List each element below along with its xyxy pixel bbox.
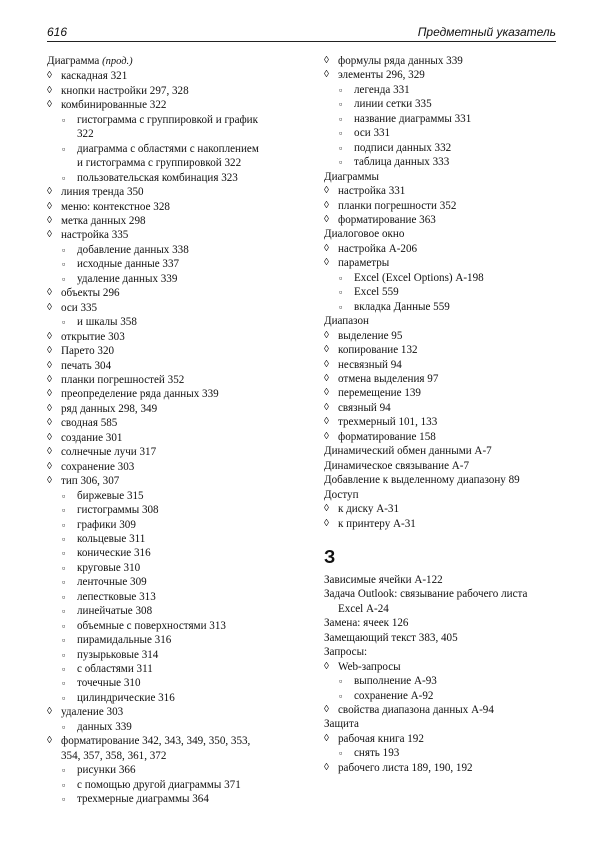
diamond-bullet-icon: ◊	[324, 329, 329, 341]
diamond-bullet-icon: ◊	[324, 503, 329, 515]
square-bullet-icon: ▫	[339, 287, 343, 298]
entry-text: меню: контекстное 328	[61, 200, 170, 213]
square-bullet-icon: ▫	[62, 505, 66, 516]
entry-text: лепестковые 313	[77, 590, 156, 603]
index-entry	[47, 359, 312, 373]
entry-text: ряд данных 298, 349	[61, 402, 158, 415]
index-entry	[47, 243, 312, 257]
diamond-bullet-icon: ◊	[47, 373, 52, 385]
index-entry	[324, 358, 589, 372]
entry-text: Замена: ячеек 126	[324, 617, 409, 630]
diamond-bullet-icon: ◊	[47, 446, 52, 458]
index-entry	[47, 705, 312, 719]
index-entry	[324, 112, 589, 126]
index-entry	[324, 271, 589, 285]
entry-text: Диаграмма	[47, 55, 103, 67]
entry-text: Зависимые ячейки А-122	[324, 573, 443, 586]
entry-text: создание 301	[61, 431, 123, 444]
index-entry	[47, 720, 312, 734]
square-bullet-icon: ▫	[62, 577, 66, 588]
index-entry	[47, 142, 312, 156]
index-heading	[47, 54, 312, 69]
index-entry	[47, 518, 312, 532]
index-entry	[47, 387, 312, 401]
square-bullet-icon: ▫	[339, 690, 343, 701]
diamond-bullet-icon: ◊	[47, 214, 52, 226]
entry-text: Задача Outlook: связывание рабочего листа	[324, 588, 528, 601]
entry-text: точечные 310	[77, 677, 141, 690]
index-entry	[324, 761, 589, 775]
entry-text: добавление данных 338	[77, 243, 189, 256]
entry-text: подписи данных 332	[354, 141, 452, 154]
index-entry	[324, 703, 589, 717]
square-bullet-icon: ▫	[62, 548, 66, 559]
entry-text: Диаграммы	[324, 170, 379, 183]
index-entry	[47, 84, 312, 98]
diamond-bullet-icon: ◊	[47, 99, 52, 111]
entry-text: планки погрешности 352	[338, 199, 457, 212]
entry-text: конические 316	[77, 547, 151, 560]
index-heading	[324, 587, 589, 601]
entry-text: данных 339	[77, 720, 132, 733]
diamond-bullet-icon: ◊	[47, 475, 52, 487]
diamond-bullet-icon: ◊	[47, 330, 52, 342]
entry-text: Защита	[324, 718, 359, 731]
index-entry	[47, 214, 312, 228]
diamond-bullet-icon: ◊	[47, 301, 52, 313]
entry-text: копирование 132	[338, 344, 418, 357]
diamond-bullet-icon: ◊	[47, 388, 52, 400]
index-heading	[324, 573, 589, 587]
diamond-bullet-icon: ◊	[47, 84, 52, 96]
section-gap	[324, 531, 589, 543]
diamond-bullet-icon: ◊	[324, 401, 329, 413]
square-bullet-icon: ▫	[62, 273, 66, 284]
index-entry	[324, 285, 589, 299]
entry-text: перемещение 139	[338, 387, 421, 400]
index-entry	[47, 445, 312, 459]
entry-text: комбинированные 322	[61, 99, 167, 112]
index-entry	[47, 662, 312, 676]
diamond-bullet-icon: ◊	[324, 517, 329, 529]
entry-text: объекты 296	[61, 287, 120, 300]
diamond-bullet-icon: ◊	[324, 372, 329, 384]
index-entry	[47, 619, 312, 633]
entry-text: Динамическое связывание А-7	[324, 459, 470, 472]
index-heading	[324, 314, 589, 328]
square-bullet-icon: ▫	[62, 794, 66, 805]
diamond-bullet-icon: ◊	[324, 761, 329, 773]
entry-text: снять 193	[354, 747, 400, 760]
index-entry	[47, 286, 312, 300]
entry-text: трехмерный 101, 133	[338, 416, 438, 429]
index-entry	[324, 372, 589, 386]
index-continuation	[324, 602, 589, 616]
entry-text: форматирование 342, 343, 349, 350, 353,	[61, 735, 251, 748]
square-bullet-icon: ▫	[62, 620, 66, 631]
entry-text: Диапазон	[324, 315, 369, 328]
entry-text: сохранение А-92	[354, 689, 434, 702]
entry-text: к диску А-31	[338, 503, 400, 516]
entry-text: форматирование 363	[338, 213, 436, 226]
entry-text: рабочая книга 192	[338, 732, 424, 745]
index-entry	[47, 272, 312, 286]
square-bullet-icon: ▫	[339, 748, 343, 759]
entry-text: гистограммы 308	[77, 504, 159, 517]
index-entry	[47, 301, 312, 315]
index-entry	[324, 83, 589, 97]
index-column-left	[47, 54, 312, 807]
diamond-bullet-icon: ◊	[47, 70, 52, 82]
entry-text: рабочего листа 189, 190, 192	[338, 761, 473, 774]
diamond-bullet-icon: ◊	[47, 460, 52, 472]
section-letter: З	[324, 546, 336, 567]
diamond-bullet-icon: ◊	[324, 185, 329, 197]
entry-text: Диалоговое окно	[324, 228, 405, 241]
index-entry	[47, 648, 312, 662]
square-bullet-icon: ▫	[62, 664, 66, 675]
square-bullet-icon: ▫	[62, 114, 66, 125]
index-entry	[47, 734, 312, 748]
entry-text: преопределение ряда данных 339	[61, 388, 219, 401]
entry-text: печать 304	[61, 359, 112, 372]
square-bullet-icon: ▫	[62, 259, 66, 270]
entry-text: Web-запросы	[338, 660, 401, 673]
index-entry	[47, 633, 312, 647]
square-bullet-icon: ▫	[62, 678, 66, 689]
page-header	[47, 23, 556, 42]
index-entry	[47, 546, 312, 560]
index-entry	[47, 98, 312, 112]
index-entry	[47, 778, 312, 792]
index-entry	[324, 242, 589, 256]
square-bullet-icon: ▫	[62, 172, 66, 183]
square-bullet-icon: ▫	[62, 591, 66, 602]
diamond-bullet-icon: ◊	[324, 213, 329, 225]
entry-text: открытие 303	[61, 330, 125, 343]
diamond-bullet-icon: ◊	[47, 735, 52, 747]
index-entry	[47, 763, 312, 777]
square-bullet-icon: ▫	[62, 692, 66, 703]
entry-text: 354, 357, 358, 361, 372	[61, 749, 167, 762]
entry-text: название диаграммы 331	[354, 112, 472, 125]
entry-text: формулы ряда данных 339	[338, 55, 463, 67]
entry-text: планки погрешностей 352	[61, 373, 185, 386]
index-entry	[324, 746, 589, 760]
square-bullet-icon: ▫	[62, 562, 66, 573]
index-entry	[47, 590, 312, 604]
square-bullet-icon: ▫	[62, 244, 66, 255]
diamond-bullet-icon: ◊	[324, 660, 329, 672]
entry-text: объемные с поверхностями 313	[77, 619, 226, 632]
index-entry	[324, 199, 589, 213]
index-entry	[47, 489, 312, 503]
index-entry	[47, 228, 312, 242]
square-bullet-icon: ▫	[339, 301, 343, 312]
index-entry	[47, 604, 312, 618]
square-bullet-icon: ▫	[62, 721, 66, 732]
diamond-bullet-icon: ◊	[47, 431, 52, 443]
index-continuation	[47, 156, 312, 170]
index-entry	[47, 691, 312, 705]
entry-text: биржевые 315	[77, 489, 144, 502]
diamond-bullet-icon: ◊	[47, 359, 52, 371]
entry-text: каскадная 321	[61, 70, 128, 83]
entry-text: с помощью другой диаграммы 371	[77, 778, 241, 791]
square-bullet-icon: ▫	[62, 490, 66, 501]
index-entry	[47, 402, 312, 416]
square-bullet-icon: ▫	[339, 84, 343, 95]
entry-text: с областями 311	[77, 663, 153, 676]
page-title: Предметный указатель	[417, 25, 556, 39]
index-entry	[47, 676, 312, 690]
index-heading	[324, 616, 589, 630]
index-entry	[47, 113, 312, 127]
index-entry	[47, 185, 312, 199]
entry-text: Замещающий текст 383, 405	[324, 631, 458, 644]
square-bullet-icon: ▫	[62, 765, 66, 776]
entry-text: удаление 303	[61, 706, 124, 719]
entry-text: пирамидальные 316	[77, 634, 172, 647]
index-entry	[47, 200, 312, 214]
entry-text: метка данных 298	[61, 214, 146, 227]
diamond-bullet-icon: ◊	[324, 732, 329, 744]
index-heading	[324, 170, 589, 184]
entry-text: солнечные лучи 317	[61, 446, 157, 459]
index-heading	[324, 645, 589, 659]
index-entry	[324, 430, 589, 444]
entry-text: связный 94	[338, 401, 391, 414]
entry-text: выделение 95	[338, 329, 403, 342]
index-entry	[324, 256, 589, 270]
diamond-bullet-icon: ◊	[324, 69, 329, 81]
entry-text: Доступ	[324, 488, 359, 501]
entry-text: настройка А-206	[338, 242, 418, 255]
diamond-bullet-icon: ◊	[324, 704, 329, 716]
index-entry	[324, 329, 589, 343]
index-heading	[324, 227, 589, 241]
diamond-bullet-icon: ◊	[324, 358, 329, 370]
entry-text: отмена выделения 97	[338, 372, 439, 385]
index-entry	[324, 415, 589, 429]
index-entry	[47, 503, 312, 517]
square-bullet-icon: ▫	[339, 272, 343, 283]
square-bullet-icon: ▫	[62, 533, 66, 544]
entry-text: сводная 585	[61, 417, 118, 430]
square-bullet-icon: ▫	[62, 519, 66, 530]
diamond-bullet-icon: ◊	[324, 242, 329, 254]
diamond-bullet-icon: ◊	[324, 55, 329, 66]
index-entry	[324, 155, 589, 169]
entry-text: гистограмма с группировкой и график	[77, 113, 259, 126]
index-entry	[47, 69, 312, 83]
entry-text: таблица данных 333	[354, 156, 450, 169]
diamond-bullet-icon: ◊	[324, 430, 329, 442]
entry-text: удаление данных 339	[77, 272, 178, 285]
entry-text: диаграмма с областями с накоплением	[77, 142, 259, 155]
entry-text: кнопки настройки 297, 328	[61, 84, 189, 97]
entry-text: круговые 310	[77, 561, 141, 574]
square-bullet-icon: ▫	[62, 317, 66, 328]
square-bullet-icon: ▫	[62, 606, 66, 617]
entry-text: к принтеру А-31	[338, 517, 416, 530]
entry-text: Парето 320	[61, 345, 115, 358]
diamond-bullet-icon: ◊	[324, 387, 329, 399]
square-bullet-icon: ▫	[62, 649, 66, 660]
square-bullet-icon: ▫	[339, 99, 343, 110]
entry-text: рисунки 366	[77, 764, 136, 777]
index-entry	[47, 373, 312, 387]
index-continuation	[47, 749, 312, 763]
index-entry	[47, 561, 312, 575]
entry-text: линии сетки 335	[354, 98, 432, 111]
entry-text: элементы 296, 329	[338, 69, 425, 82]
entry-text: 322	[77, 128, 94, 141]
entry-text: тип 306, 307	[61, 475, 120, 488]
index-entry	[47, 171, 312, 185]
index-entry	[47, 474, 312, 488]
entry-text: несвязный 94	[338, 358, 402, 371]
index-entry	[47, 315, 312, 329]
diamond-bullet-icon: ◊	[47, 186, 52, 198]
index-entry	[47, 416, 312, 430]
index-entry	[324, 300, 589, 314]
square-bullet-icon: ▫	[339, 128, 343, 139]
index-entry	[324, 732, 589, 746]
diamond-bullet-icon: ◊	[324, 344, 329, 356]
diamond-bullet-icon: ◊	[47, 345, 52, 357]
diamond-bullet-icon: ◊	[47, 200, 52, 212]
index-entry	[324, 213, 589, 227]
entry-text: ленточные 309	[77, 576, 147, 589]
index-entry	[47, 431, 312, 445]
entry-text: линейчатые 308	[77, 605, 153, 618]
entry-text: свойства диапазона данных А-94	[338, 704, 494, 717]
index-entry	[324, 126, 589, 140]
entry-text: сохранение 303	[61, 460, 135, 473]
index-entry	[47, 575, 312, 589]
entry-text: пузырьковые 314	[77, 648, 159, 661]
entry-text: Excel 559	[354, 286, 399, 299]
index-entry	[47, 792, 312, 806]
index-heading	[324, 444, 589, 458]
index-entry	[324, 689, 589, 703]
entry-text: легенда 331	[354, 83, 410, 96]
entry-text: трехмерные диаграммы 364	[77, 793, 209, 806]
entry-text: Добавление к выделенному диапазону 89	[324, 474, 520, 487]
entry-text: Excel А-24	[338, 602, 389, 615]
index-entry	[324, 660, 589, 674]
index-entry	[324, 502, 589, 516]
diamond-bullet-icon: ◊	[47, 706, 52, 718]
entry-text: Запросы:	[324, 646, 368, 659]
index-entry	[47, 330, 312, 344]
entry-text: выполнение А-93	[354, 675, 437, 688]
diamond-bullet-icon: ◊	[324, 199, 329, 211]
square-bullet-icon: ▫	[339, 157, 343, 168]
diamond-bullet-icon: ◊	[47, 402, 52, 414]
index-entry	[324, 517, 589, 531]
entry-text: настройка 331	[338, 185, 406, 198]
entry-text: графики 309	[77, 518, 136, 531]
entry-text: и шкалы 358	[77, 316, 137, 329]
index-column-right	[324, 54, 589, 775]
entry-text: цилиндрические 316	[77, 691, 175, 704]
entry-text: линия тренда 350	[61, 186, 144, 199]
diamond-bullet-icon: ◊	[324, 416, 329, 428]
page-number: 616	[47, 25, 68, 39]
entry-text: Динамический обмен данными А-7	[324, 445, 492, 458]
continuation-note: (прод.)	[102, 56, 133, 67]
index-continuation	[47, 127, 312, 141]
square-bullet-icon: ▫	[62, 143, 66, 154]
square-bullet-icon: ▫	[62, 779, 66, 790]
entry-text: оси 335	[61, 301, 98, 314]
entry-text: кольцевые 311	[77, 532, 146, 545]
index-entry	[324, 184, 589, 198]
square-bullet-icon: ▫	[62, 635, 66, 646]
diamond-bullet-icon: ◊	[47, 417, 52, 429]
index-entry	[47, 344, 312, 358]
index-entry	[324, 343, 589, 357]
square-bullet-icon: ▫	[339, 676, 343, 687]
index-entry	[324, 401, 589, 415]
entry-text: настройка 335	[61, 229, 129, 242]
entry-text: пользовательская комбинация 323	[77, 171, 238, 184]
diamond-bullet-icon: ◊	[47, 229, 52, 241]
index-entry	[324, 141, 589, 155]
index-heading	[324, 488, 589, 502]
index-entry	[47, 460, 312, 474]
entry-text: оси 331	[354, 127, 391, 140]
index-entry	[47, 532, 312, 546]
index-heading	[324, 459, 589, 473]
index-entry	[47, 257, 312, 271]
index-heading	[324, 631, 589, 645]
entry-text: и гистограмма с группировкой 322	[77, 157, 242, 170]
diamond-bullet-icon: ◊	[324, 257, 329, 269]
index-entry	[324, 97, 589, 111]
entry-text: параметры	[338, 257, 390, 270]
entry-text: исходные данные 337	[77, 258, 180, 271]
square-bullet-icon: ▫	[339, 113, 343, 124]
index-entry	[324, 54, 589, 68]
entry-text: Excel (Excel Options) А-198	[354, 271, 484, 284]
index-entry	[324, 386, 589, 400]
index-heading	[324, 717, 589, 731]
square-bullet-icon: ▫	[339, 142, 343, 153]
entry-text: вкладка Данные 559	[354, 300, 450, 313]
index-entry	[324, 68, 589, 82]
index-entry	[324, 674, 589, 688]
diamond-bullet-icon: ◊	[47, 287, 52, 299]
entry-text: форматирование 158	[338, 430, 436, 443]
index-heading	[324, 473, 589, 487]
